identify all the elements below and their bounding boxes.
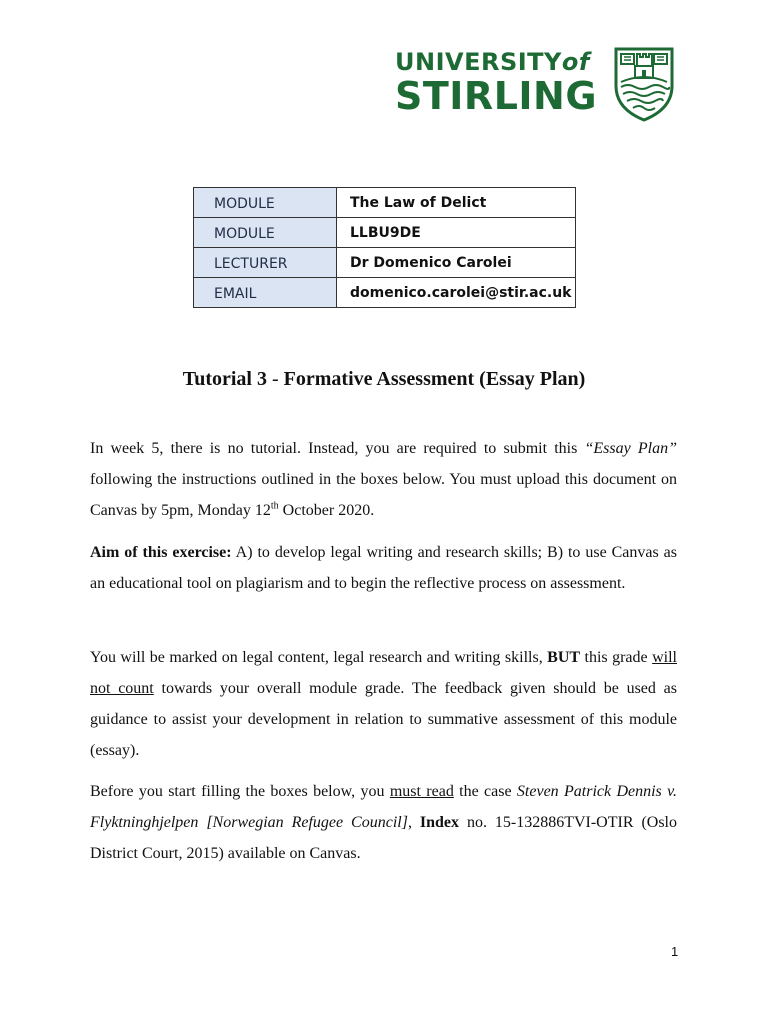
title-part-1: Tutorial 3 (182, 368, 267, 390)
row-value: The Law of Delict (337, 188, 576, 218)
text-run: A) to develop legal writing and research skills; B) to use Canvas as an educational tool on plagiarism and to begin the reflective process on assessment. (90, 544, 678, 592)
paragraph-aim (90, 537, 677, 599)
university-logo (395, 46, 685, 126)
text-run: following the instructions outlined in the boxes below. You must upload this document on Canvas by 5pm, Monday 12 (90, 471, 677, 519)
text-run: towards your overall module grade. The feedback given should be used as guidance to assist your development in relation to summative assessment of this module (essay). (90, 680, 677, 759)
logo-of-text: of (561, 48, 590, 76)
table-row (194, 218, 576, 248)
page-title (0, 368, 768, 391)
module-info-table (193, 187, 576, 308)
text-run: Before you start filling the boxes below, you (90, 783, 390, 800)
page-number: 1 (671, 944, 679, 959)
text-run: no. 15-132886TVI-OTIR (Oslo District Court, 2015) available on Canvas. (90, 814, 677, 862)
table-row (194, 188, 576, 218)
bold-run: BUT (547, 649, 581, 666)
logo-university-text: UNIVERSITY (395, 48, 562, 76)
row-label: LECTURER (194, 248, 337, 278)
row-value: domenico.carolei@stir.ac.uk (337, 278, 576, 308)
text-run: October 2020. (278, 502, 375, 519)
text-run: You will be marked on legal content, legal research and writing skills, (90, 649, 548, 666)
underlined-run: must read (389, 783, 454, 800)
table-row (194, 278, 576, 308)
bold-run: Index (419, 814, 460, 831)
text-run: In week 5, there is no tutorial. Instead, you are required to submit this (90, 440, 585, 457)
paragraph-marking (90, 642, 677, 766)
crest-icon (613, 46, 675, 122)
title-dash: - (266, 368, 284, 390)
logo-line-stirling: STIRLING (395, 74, 598, 118)
text-run: , (407, 814, 420, 831)
paragraph-reading (90, 776, 677, 869)
row-value: Dr Domenico Carolei (337, 248, 576, 278)
row-label: MODULE (194, 188, 337, 218)
table-row (194, 248, 576, 278)
essay-plan-italic: “Essay Plan” (584, 440, 678, 457)
text-run: the case (453, 783, 517, 800)
case-name-italic: Steven Patrick Dennis v. Flyktninghjelpen [Norwegian Refugee Council] (90, 783, 678, 831)
superscript: th (270, 500, 279, 512)
row-label: EMAIL (194, 278, 337, 308)
paragraph-submission (90, 433, 677, 526)
aim-label: Aim of this exercise: (90, 544, 232, 561)
underlined-run: will not count (90, 649, 677, 697)
row-value: LLBU9DE (337, 218, 576, 248)
logo-line-university (395, 48, 590, 76)
title-part-2: Formative Assessment (Essay Plan) (283, 368, 586, 390)
row-label: MODULE (194, 218, 337, 248)
text-run: this grade (580, 649, 653, 666)
